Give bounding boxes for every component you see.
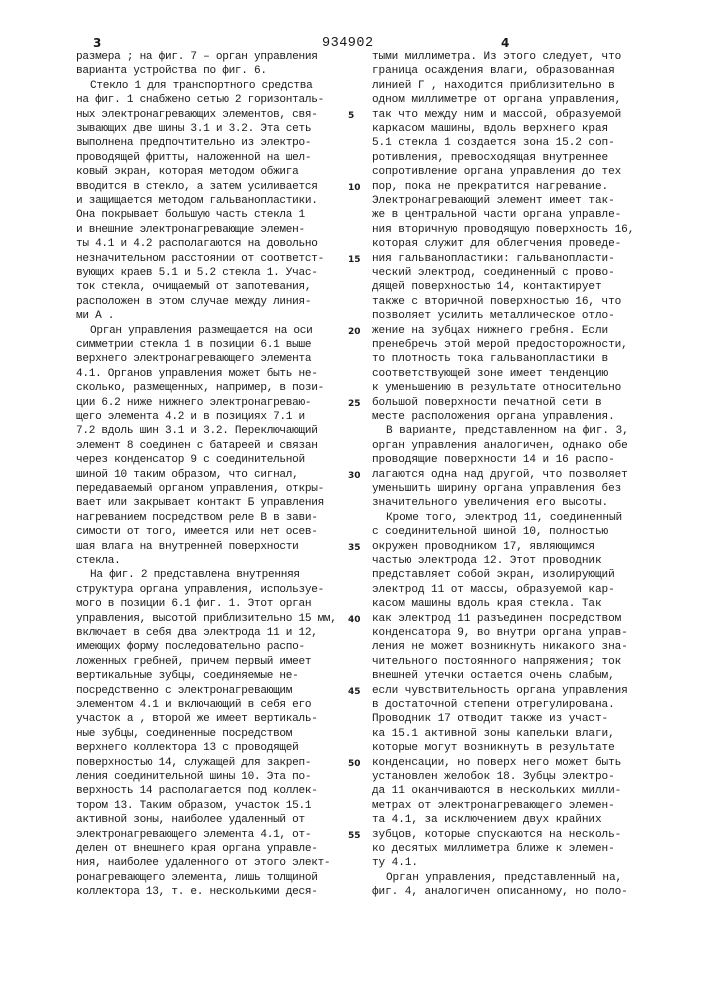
text-line: чительного постоянного напряжения; ток bbox=[372, 655, 621, 669]
text-line: частью электрода 12. Этот проводник bbox=[372, 554, 602, 568]
text-line: каркасом машины, вдоль верхнего края bbox=[372, 122, 608, 136]
text-line: соответствующей зоне имеет тенденцию bbox=[372, 367, 608, 381]
text-line: представляет собой экран, изолирующий bbox=[372, 568, 615, 582]
text-line: элемент 8 соединен с батареей и связан bbox=[76, 439, 318, 453]
text-line: проводящие поверхности 14 и 16 распо- bbox=[372, 453, 615, 467]
text-line: та 4.1, за исключением двух крайних bbox=[372, 813, 602, 827]
text-line: верхнего электронагревающего элемента bbox=[76, 352, 311, 366]
text-line: конденсатора 9, во внутри органа управ- bbox=[372, 626, 628, 640]
text-line: шая влага на внутренней поверхности bbox=[76, 540, 299, 554]
text-line: если чувствительность органа управления bbox=[372, 684, 628, 698]
text-line: Стекло 1 для транспортного средства bbox=[90, 79, 313, 93]
text-line: ты 4.1 и 4.2 располагаются на довольно bbox=[76, 237, 318, 251]
text-line: ния гальванопластики: гальванопласти- bbox=[372, 252, 615, 266]
text-line: выполнена предпочтительно из электро- bbox=[76, 136, 311, 150]
text-line: окружен проводником 17, являющимся bbox=[372, 540, 595, 554]
text-line: верхнего коллектора 13 с проводящей bbox=[76, 741, 299, 755]
text-line: посредственно с электронагревающим bbox=[76, 684, 292, 698]
text-line: тыми миллиметра. Из этого следует, что bbox=[372, 50, 621, 64]
text-line: электронагревающего элемента 4.1, от- bbox=[76, 828, 311, 842]
text-line: активной зоны, наиболее удаленный от bbox=[76, 813, 305, 827]
text-line: включает в себя два электрода 11 и 12, bbox=[76, 626, 318, 640]
text-line: пор, пока не прекратится нагревание. bbox=[372, 180, 608, 194]
text-line: же в центральной части органа управле- bbox=[372, 208, 621, 222]
text-line: конденсации, но поверх него может быть bbox=[372, 756, 621, 770]
text-line: ных электронагревающих элементов, свя- bbox=[76, 108, 318, 122]
text-line: ческий электрод, соединенный с прово- bbox=[372, 266, 615, 280]
text-line: через конденсатор 9 с соединительной bbox=[76, 453, 305, 467]
text-line: месте расположения органа управления. bbox=[372, 410, 615, 424]
text-line: Кроме того, электрод 11, соединенный bbox=[386, 511, 622, 525]
line-number: 55 bbox=[348, 829, 361, 843]
text-line: жение на зубцах нижнего гребня. Если bbox=[372, 324, 608, 338]
text-line: с соединительной шиной 10, полностью bbox=[372, 525, 608, 539]
text-line: дящей поверхностью 14, контактирует bbox=[372, 280, 602, 294]
text-line: ления соединительной шины 10. Эта по- bbox=[76, 770, 311, 784]
text-line: структура органа управления, используе- bbox=[76, 583, 324, 597]
text-line: электрод 11 от массы, образуемой кар- bbox=[372, 583, 615, 597]
text-line: В варианте, представленном на фиг. 3, bbox=[386, 424, 629, 438]
text-line: варианта устройства по фиг. 6. bbox=[76, 64, 267, 78]
text-line: ные зубцы, соединенные посредством bbox=[76, 727, 292, 741]
text-line: ления не может возникнуть никакого зна- bbox=[372, 640, 628, 654]
text-line: также с вторичной поверхностью 16, что bbox=[372, 295, 621, 309]
text-line: ми А . bbox=[76, 309, 114, 323]
line-number: 30 bbox=[348, 469, 361, 483]
text-line: и защищается методом гальванопластики. bbox=[76, 194, 318, 208]
text-line: стекла. bbox=[76, 554, 121, 568]
text-line: управления, высотой приблизительно 15 мм, bbox=[76, 612, 337, 626]
text-line: коллектора 13, т. е. несколькими деся- bbox=[76, 885, 318, 899]
text-line: к уменьшению в результате относительно bbox=[372, 381, 621, 395]
text-line: Электронагревающий элемент имеет так- bbox=[372, 194, 615, 208]
text-line: Орган управления, представленный на, bbox=[386, 871, 622, 885]
text-line: 7.2 вдоль шин 3.1 и 3.2. Переключающий bbox=[76, 424, 318, 438]
patent-number: 934902 bbox=[322, 36, 374, 51]
text-line: то плотность тока гальванопластики в bbox=[372, 352, 608, 366]
text-line: на фиг. 1 снабжено сетью 2 горизонталь- bbox=[76, 93, 324, 107]
text-line: ток стекла, очищаемый от запотевания, bbox=[76, 280, 311, 294]
text-line: ту 4.1. bbox=[372, 856, 418, 870]
text-line: расположен в этом случае между линия- bbox=[76, 295, 311, 309]
text-line: делен от внешнего края органа управле- bbox=[76, 842, 318, 856]
text-line: лагаются одна над другой, что позволяет bbox=[372, 468, 628, 482]
text-line: как электрод 11 разъединен посредством bbox=[372, 612, 621, 626]
text-line: фиг. 4, аналогичен описанному, но поло- bbox=[372, 885, 628, 899]
text-line: ротивления, превосходящая внутреннее bbox=[372, 151, 608, 165]
text-line: ния вторичную проводящую поверхность 16, bbox=[372, 223, 634, 237]
text-line: граница осаждения влаги, образованная bbox=[372, 64, 615, 78]
text-line: элементом 4.1 и включающий в себя его bbox=[76, 698, 311, 712]
text-line: 4.1. Органов управления может быть не- bbox=[76, 367, 318, 381]
text-line: установлен желобок 18. Зубцы электро- bbox=[372, 770, 615, 784]
line-number: 10 bbox=[348, 181, 361, 195]
text-line: ко десятых миллиметра ближе к элемен- bbox=[372, 842, 615, 856]
line-number: 40 bbox=[348, 613, 361, 627]
text-line: да 11 оканчиваются в нескольких милли- bbox=[372, 784, 621, 798]
text-line: ка 15.1 активной зоны капельки влаги, bbox=[372, 727, 615, 741]
text-line: щего элемента 4.2 и в позициях 7.1 и bbox=[76, 410, 305, 424]
text-line: имеющих форму последовательно распо- bbox=[76, 640, 305, 654]
text-line: зывающих две шины 3.1 и 3.2. Эта сеть bbox=[76, 122, 311, 136]
text-line: На фиг. 2 представлена внутренняя bbox=[90, 568, 300, 582]
text-line: Орган управления размещается на оси bbox=[90, 324, 313, 338]
text-line: так что между ним и массой, образуемой bbox=[372, 108, 621, 122]
text-line: касом машины вдоль края стекла. Так bbox=[372, 597, 602, 611]
line-number: 25 bbox=[348, 397, 361, 411]
text-line: проводящей фритты, наложенной на шел- bbox=[76, 151, 311, 165]
text-line: Она покрывает большую часть стекла 1 bbox=[76, 208, 305, 222]
text-line: вает или закрывает контакт Б управления bbox=[76, 496, 324, 510]
text-line: сопротивление органа управления до тех bbox=[372, 165, 621, 179]
text-line: мого в позиции 6.1 фиг. 1. Этот орган bbox=[76, 597, 311, 611]
page-number-right: 4 bbox=[501, 36, 509, 50]
text-line: ции 6.2 ниже нижнего электронагреваю- bbox=[76, 396, 311, 410]
line-number: 20 bbox=[348, 325, 361, 339]
text-line: 5.1 стекла 1 создается зона 15.2 соп- bbox=[372, 136, 615, 150]
text-line: симости от того, имеется или нет осев- bbox=[76, 525, 318, 539]
text-line: линией Г , находится приблизительно в bbox=[372, 79, 615, 93]
text-line: большой поверхности печатной сети в bbox=[372, 396, 602, 410]
text-line: которая служит для облегчения проведе- bbox=[372, 237, 621, 251]
text-line: орган управления аналогичен, однако обе bbox=[372, 439, 628, 453]
line-number: 5 bbox=[348, 109, 354, 123]
text-line: метрах от электронагревающего элемен- bbox=[372, 799, 615, 813]
line-number: 35 bbox=[348, 541, 361, 555]
text-line: которые могут возникнуть в результате bbox=[372, 741, 615, 755]
text-line: ковый экран, которая методом обжига bbox=[76, 165, 299, 179]
text-line: и внешние электронагревающие элемен- bbox=[76, 223, 305, 237]
text-line: зубцов, которые спускаются на несколь- bbox=[372, 828, 621, 842]
text-line: симметрии стекла 1 в позиции 6.1 выше bbox=[76, 338, 311, 352]
text-line: передаваемый органом управления, откры- bbox=[76, 482, 324, 496]
text-line: ложенных гребней, причем первый имеет bbox=[76, 655, 311, 669]
text-line: одном миллиметре от органа управления, bbox=[372, 93, 621, 107]
text-line: размера ; на фиг. 7 – орган управления bbox=[76, 50, 318, 64]
text-line: поверхностью 14, служащей для закреп- bbox=[76, 756, 311, 770]
line-number: 45 bbox=[348, 685, 361, 699]
text-line: внешней утечки остается очень слабым, bbox=[372, 669, 615, 683]
text-line: значительного увеличения его высоты. bbox=[372, 496, 608, 510]
text-line: незначительном расстоянии от соответст- bbox=[76, 252, 324, 266]
line-number: 15 bbox=[348, 253, 361, 267]
text-line: ронагревающего элемента, лишь толщиной bbox=[76, 871, 318, 885]
text-line: участок а , второй же имеет вертикаль- bbox=[76, 712, 318, 726]
text-line: нагреванием посредством реле В в зави- bbox=[76, 511, 318, 525]
text-line: сколько, размещенных, например, в пози- bbox=[76, 381, 324, 395]
text-line: верхность 14 располагается под коллек- bbox=[76, 784, 318, 798]
text-line: позволяет усилить металлическое отло- bbox=[372, 309, 615, 323]
text-line: вертикальные зубцы, соединяемые не- bbox=[76, 669, 299, 683]
text-line: пренебречь этой мерой предосторожности, bbox=[372, 338, 628, 352]
text-line: Проводник 17 отводит также из участ- bbox=[372, 712, 608, 726]
page-number-left: 3 bbox=[93, 36, 101, 50]
line-number: 50 bbox=[348, 757, 361, 771]
text-line: уменьшить ширину органа управления без bbox=[372, 482, 621, 496]
text-line: вводится в стекло, а затем усиливается bbox=[76, 180, 318, 194]
text-line: ния, наиболее удаленного от этого элект- bbox=[76, 856, 330, 870]
text-line: вующих краев 5.1 и 5.2 стекла 1. Учас- bbox=[76, 266, 318, 280]
text-line: в достаточной степени отрегулирована. bbox=[372, 698, 615, 712]
text-line: шиной 10 таким образом, что сигнал, bbox=[76, 468, 299, 482]
text-line: тором 13. Таким образом, участок 15.1 bbox=[76, 799, 311, 813]
